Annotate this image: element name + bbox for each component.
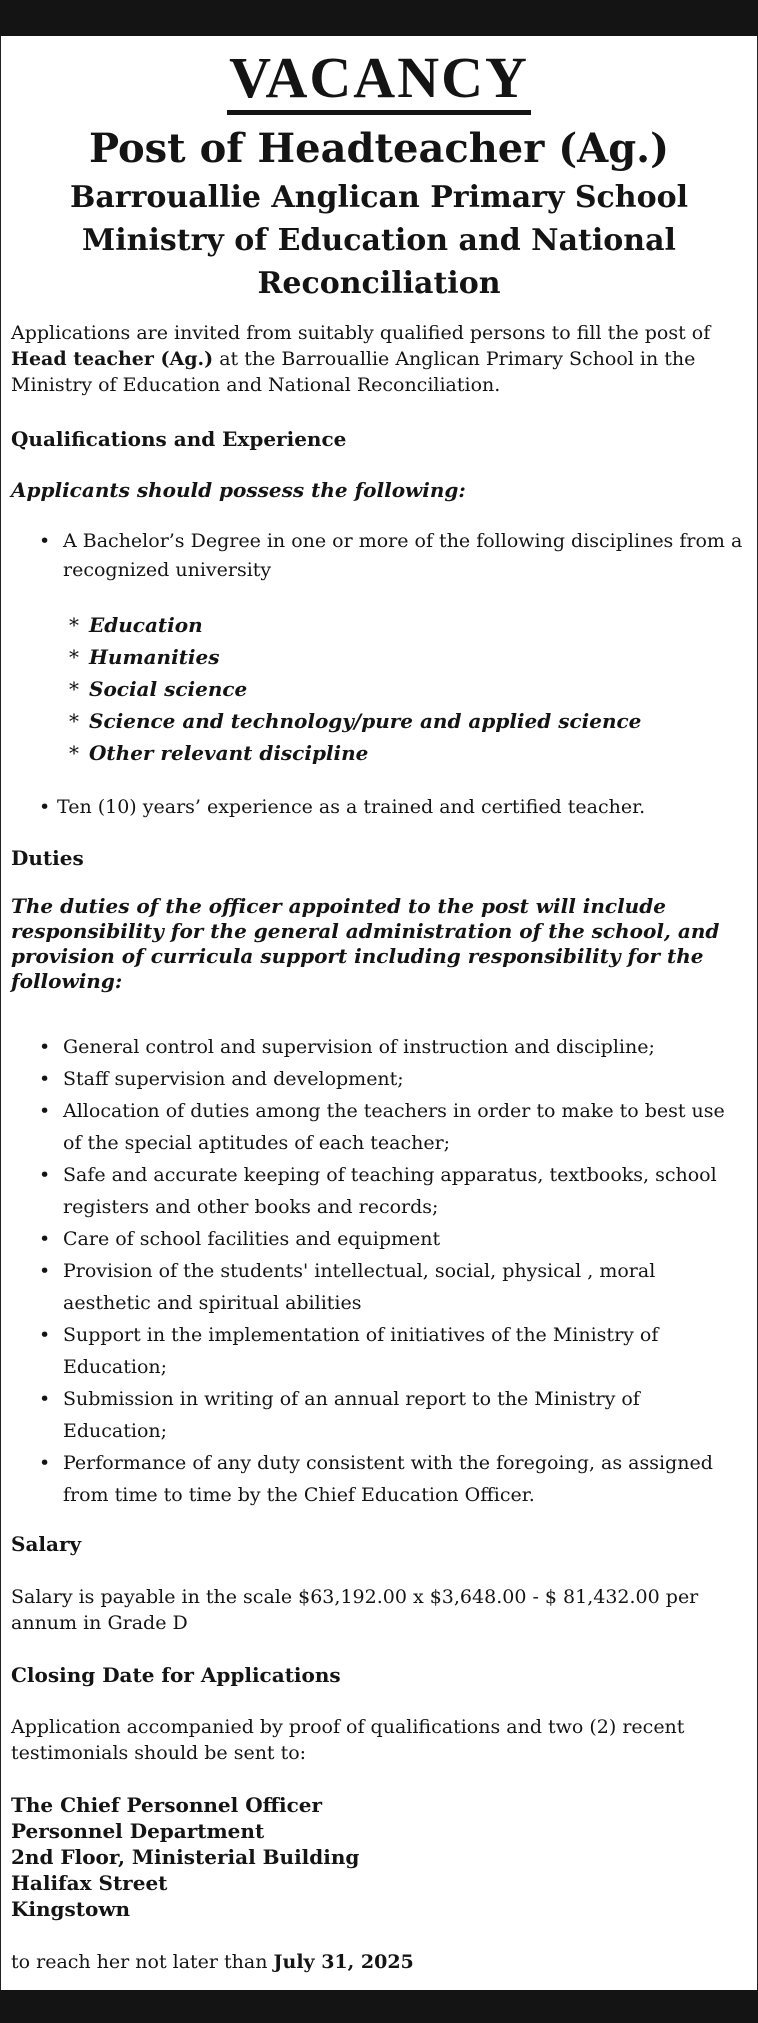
qualifications-lead: Applicants should possess the following: [11, 478, 466, 502]
vacancy-headline-text: VACANCY [227, 45, 531, 115]
top-border-bar [0, 0, 758, 36]
list-item: * Social science [11, 673, 746, 705]
duties-heading: Duties [11, 846, 84, 870]
duties-list [11, 1031, 746, 1511]
address-line: Halifax Street [11, 1871, 168, 1895]
list-item: • General control and supervision of instruction and discipline; [11, 1031, 746, 1063]
school-name: Barrouallie Anglican Primary School [70, 180, 688, 215]
deadline-line: to reach her not later than July 31, 2025 [11, 1951, 414, 1973]
list-item: • Ten (10) years’ experience as a trained and certified teacher. [11, 791, 746, 823]
mailing-address [11, 1792, 746, 1922]
experience-requirement [11, 791, 746, 823]
list-item: • Submission in writing of an annual report to the Ministry of Education; [11, 1383, 746, 1447]
intro-paragraph: Applications are invited from suitably qualified persons to fill the post of Head teacher (Ag.) at the Barrouallie Anglican Primary School in the Ministry of Education and National Reconciliation. [11, 322, 711, 396]
list-item: • Support in the implementation of initiatives of the Ministry of Education; [11, 1319, 746, 1383]
list-item: • Care of school facilities and equipment [11, 1223, 746, 1255]
address-line: Personnel Department [11, 1819, 265, 1843]
list-item: • Staff supervision and development; [11, 1063, 746, 1095]
address-line: 2nd Floor, Ministerial Building [11, 1845, 360, 1869]
degree-requirement [11, 527, 746, 585]
list-item: • A Bachelor’s Degree in one or more of the following disciplines from a recognized university [11, 527, 746, 585]
closing-text: Application accompanied by proof of qualifications and two (2) recent testimonials should be sent to: [11, 1716, 685, 1764]
list-item: * Education [11, 609, 746, 641]
bottom-border-bar [0, 1990, 758, 2023]
school-and-ministry [20, 176, 738, 305]
salary-text: Salary is payable in the scale $63,192.00 x $3,648.00 - $ 81,432.00 per annum in Grade D [11, 1586, 699, 1634]
list-item: * Humanities [11, 641, 746, 673]
salary-heading: Salary [11, 1532, 82, 1556]
list-item: • Allocation of duties among the teachers in order to make to best use of the special aptitudes of each teacher; [11, 1095, 746, 1159]
deadline-date: July 31, 2025 [273, 1951, 414, 1973]
post-title: Post of Headteacher (Ag.) [88, 125, 670, 172]
vacancy-headline [0, 46, 758, 110]
list-item: • Performance of any duty consistent with the foregoing, as assigned from time to time by the Chief Education Officer. [11, 1447, 746, 1511]
disciplines-list [11, 609, 746, 769]
ministry-name: Ministry of Education and National Reconciliation [82, 223, 676, 301]
qualifications-heading: Qualifications and Experience [11, 427, 347, 451]
closing-heading: Closing Date for Applications [11, 1663, 341, 1687]
list-item: * Science and technology/pure and applied science [11, 705, 746, 737]
duties-lead: The duties of the officer appointed to the post will include responsibility for the general administration of the school, and provision of curricula support including responsibility for the following: [11, 894, 720, 993]
list-item: * Other relevant discipline [11, 737, 746, 769]
list-item: • Provision of the students' intellectual, social, physical , moral aesthetic and spiritual abilities [11, 1255, 746, 1319]
intro-post-name: Head teacher (Ag.) [11, 348, 214, 370]
list-item: • Safe and accurate keeping of teaching apparatus, textbooks, school registers and other books and records; [11, 1159, 746, 1223]
address-line: Kingstown [11, 1897, 131, 1921]
address-line: The Chief Personnel Officer [11, 1793, 323, 1817]
